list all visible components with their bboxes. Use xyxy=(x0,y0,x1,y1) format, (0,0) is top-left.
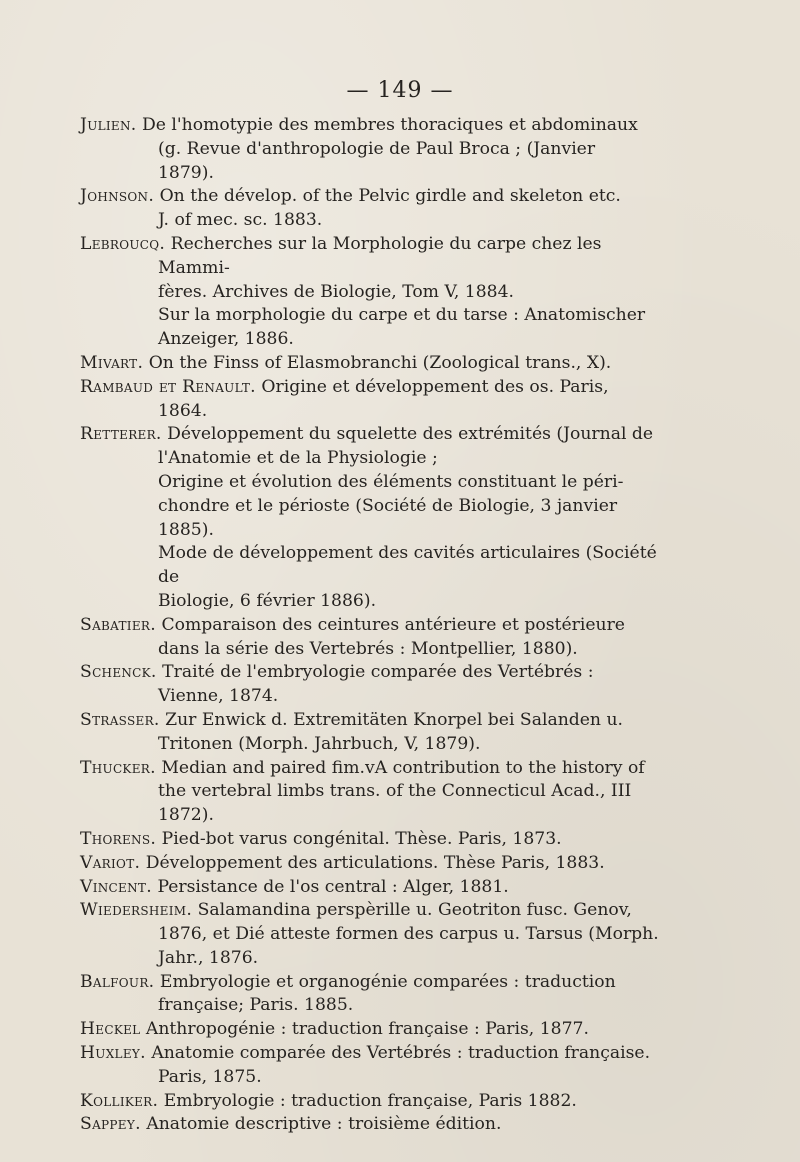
entry-text: (g. Revue d'anthropologie de Paul Broca ; (Janvier xyxy=(158,138,596,159)
bibliography-entry xyxy=(80,828,660,852)
entry-author: Huxley. xyxy=(80,1043,146,1064)
entry-text: Vienne, 1874. xyxy=(158,686,279,707)
entry-text: Anatomie comparée des Vertébrés : traduction française. xyxy=(151,1043,651,1064)
entry-author: Balfour. xyxy=(80,971,155,992)
entry-text: 1864. xyxy=(158,400,208,421)
entry-author: Thucker. xyxy=(80,757,156,778)
entry-text: J. of mec. sc. 1883. xyxy=(158,210,323,231)
bibliography-entry-line xyxy=(80,685,660,709)
entry-text: On the dévelop. of the Pelvic girdle and skeleton etc. xyxy=(159,186,621,207)
entry-author: Sappey. xyxy=(80,1114,141,1135)
bibliography-entry xyxy=(80,114,660,138)
entry-author: Mivart. xyxy=(80,352,144,373)
bibliography-entry xyxy=(80,1113,660,1137)
bibliography-entry xyxy=(80,899,660,923)
entry-author: Julien. xyxy=(80,115,137,135)
bibliography-entry-line xyxy=(80,780,660,804)
entry-text: Sur la morphologie du carpe et du tarse : Anatomischer xyxy=(158,305,646,326)
bibliography-entry-line xyxy=(80,1066,660,1090)
entry-author: Thorens. xyxy=(80,828,157,849)
bibliography-entry-line xyxy=(80,400,660,424)
entry-author: Strasser. xyxy=(80,709,160,730)
bibliography-entry xyxy=(80,352,660,376)
entry-text: Origine et développement des os. Paris, xyxy=(261,376,609,397)
entry-text: Comparaison des ceintures antérieure et postérieure xyxy=(161,614,625,635)
entry-author: Sabatier. xyxy=(80,614,156,635)
entry-text: 1872). xyxy=(158,805,214,826)
entry-text: Origine et évolution des éléments constituant le péri- xyxy=(158,471,624,492)
bibliography-entry xyxy=(80,614,660,638)
bibliography-entry xyxy=(80,233,660,281)
entry-author: Johnson. xyxy=(80,186,155,207)
entry-text: the vertebral limbs trans. of the Connecticul Acad., III xyxy=(158,781,632,802)
entry-text: De l'homotypie des membres thoraciques et abdominaux xyxy=(142,115,638,135)
bibliography-entry xyxy=(80,757,660,781)
entry-text: Embryologie et organogénie comparées : traduction xyxy=(159,971,616,992)
bibliography-entry-line xyxy=(80,209,660,233)
entry-text: dans la série des Vertebrés : Montpellier, 1880). xyxy=(158,638,578,659)
bibliography-entry-line xyxy=(80,542,660,590)
entry-text: Pied-bot varus congénital. Thèse. Paris, 1873. xyxy=(161,828,562,849)
entry-text: Anzeiger, 1886. xyxy=(158,329,294,350)
entry-text: Mode de développement des cavités articulaires (Société de xyxy=(158,543,657,588)
entry-text: Traité de l'embryologie comparée des Vertébrés : xyxy=(162,662,594,683)
entry-text: fères. Archives de Biologie, Tom V, 1884. xyxy=(158,281,514,302)
entry-text: Persistance de l'os central : Alger, 1881. xyxy=(157,876,509,897)
bibliography-entry xyxy=(80,376,660,400)
bibliography-entry-line xyxy=(80,638,660,662)
entry-author: Variot. xyxy=(80,852,141,873)
entry-text: Jahr., 1876. xyxy=(158,947,259,968)
bibliography-entry xyxy=(80,661,660,685)
bibliography-entry-line xyxy=(80,447,660,471)
bibliography-entry xyxy=(80,852,660,876)
entry-text: Anthropogénie : traduction française : Paris, 1877. xyxy=(145,1019,589,1040)
bibliography-list xyxy=(80,114,660,1137)
entry-text: 1876, et Dié atteste formen des carpus u. Tarsus (Morph. xyxy=(158,924,659,945)
bibliography-entry-line xyxy=(80,328,660,352)
bibliography-entry xyxy=(80,1018,660,1042)
entry-text: Embryologie : traduction française, Paris 1882. xyxy=(163,1090,577,1111)
bibliography-entry xyxy=(80,1090,660,1114)
bibliography-entry-line xyxy=(80,947,660,971)
bibliography-entry xyxy=(80,709,660,733)
bibliography-entry-line xyxy=(80,281,660,305)
bibliography-entry-line xyxy=(80,471,660,495)
bibliography-entry-line xyxy=(80,304,660,328)
entry-author: Retterer. xyxy=(80,424,162,445)
page-number: — 149 — xyxy=(346,78,454,103)
entry-text: chondre et le périoste (Société de Biologie, 3 janvier 1885). xyxy=(158,495,618,540)
entry-text: Paris, 1875. xyxy=(158,1066,262,1087)
entry-author: Vincent. xyxy=(80,876,152,897)
entry-text: Développement du squelette des extrémités (Journal de xyxy=(167,424,654,445)
entry-text: Salamandina perspèrille u. Geotriton fusc. Genov, xyxy=(197,900,632,921)
entry-text: Zur Enwick d. Extremitäten Knorpel bei Salanden u. xyxy=(165,709,624,730)
bibliography-entry-line xyxy=(80,923,660,947)
bibliography-entry xyxy=(80,1042,660,1066)
bibliography-entry xyxy=(80,971,660,995)
entry-author: Rambaud et Renault. xyxy=(80,376,256,397)
entry-text: Recherches sur la Morphologie du carpe chez les Mammi- xyxy=(158,233,602,278)
entry-text: française; Paris. 1885. xyxy=(158,995,354,1016)
entry-text: 1879). xyxy=(158,162,214,183)
bibliography-entry-line xyxy=(80,994,660,1018)
bibliography-entry-line xyxy=(80,495,660,543)
entry-text: Anatomie descriptive : troisième édition. xyxy=(146,1114,502,1135)
entry-author: Heckel xyxy=(80,1019,141,1040)
entry-text: Tritonen (Morph. Jahrbuch, V, 1879). xyxy=(158,733,481,754)
bibliography-entry-line xyxy=(80,733,660,757)
entry-author: Schenck. xyxy=(80,662,157,683)
entry-author: Kolliker. xyxy=(80,1090,159,1111)
bibliography-entry xyxy=(80,423,660,447)
bibliography-entry-line xyxy=(80,590,660,614)
entry-text: On the Finss of Elasmobranchi (Zoological trans., X). xyxy=(148,352,612,373)
bibliography-entry xyxy=(80,185,660,209)
entry-text: Développement des articulations. Thèse Paris, 1883. xyxy=(145,852,605,873)
bibliography-entry xyxy=(80,876,660,900)
entry-text: Biologie, 6 février 1886). xyxy=(158,590,377,611)
bibliography-entry-line xyxy=(80,138,660,162)
entry-author: Wiedersheim. xyxy=(80,900,193,921)
entry-author: Lebroucq. xyxy=(80,233,166,254)
bibliography-entry-line xyxy=(80,162,660,186)
entry-text: Median and paired fim.vA contribution to the history of xyxy=(161,757,645,778)
entry-text: l'Anatomie et de la Physiologie ; xyxy=(158,448,438,469)
bibliography-entry-line xyxy=(80,804,660,828)
